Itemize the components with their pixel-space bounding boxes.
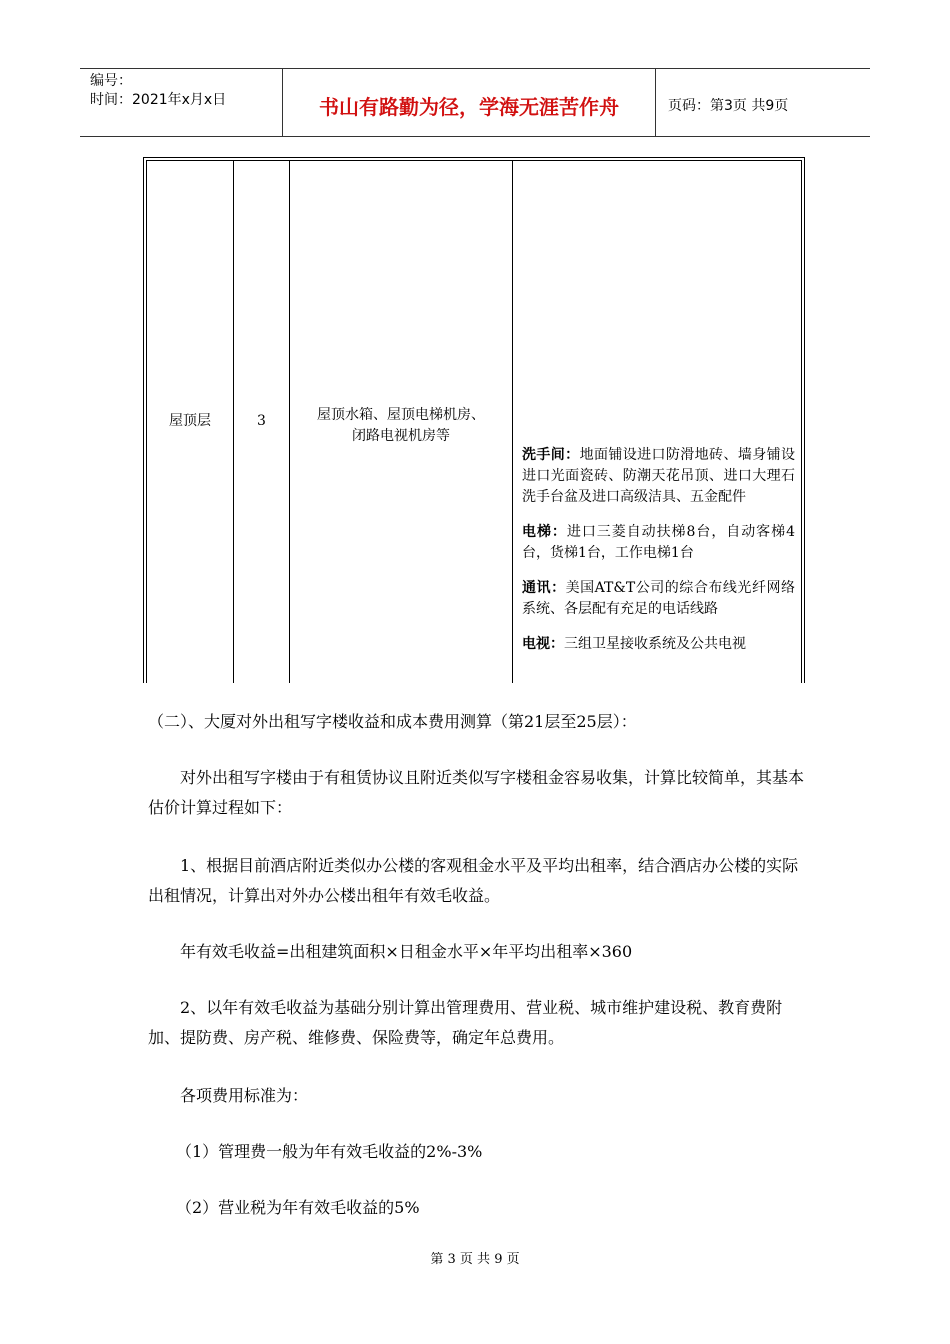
page-footer: 第 3 页 共 9 页 <box>430 1252 520 1267</box>
facility-item <box>522 634 795 655</box>
rooms-line-1: 屋顶水箱、屋顶电梯机房、 <box>317 407 485 423</box>
rooms-line-2: 闭路电视机房等 <box>352 428 450 444</box>
facility-text: 地面铺设进口防滑地砖、墙身铺设进口光面瓷砖、防潮天花吊顶、进口大理石洗手台盆及进口高级洁具、五金配件 <box>522 447 796 505</box>
rooms-text <box>290 405 512 447</box>
paragraph-1: 对外出租写字楼由于有租赁协议且附近类似写字楼租金容易收集，计算比较简单，其基本估价计算过程如下： <box>148 768 805 817</box>
section-heading: （二）、大厦对外出租写字楼收益和成本费用测算（第21层至25层）： <box>148 712 637 731</box>
floor-name: 屋顶层 <box>169 413 211 429</box>
facility-item <box>522 522 795 564</box>
facility-label: 电视： <box>522 636 564 652</box>
rooms-cell <box>290 161 513 683</box>
list-item: （2）营业税为年有效毛收益的5% <box>176 1198 420 1217</box>
facilities-list <box>522 445 795 669</box>
facility-text: 进口三菱自动扶梯8台，自动客梯4台，货梯1台，工作电梯1台 <box>522 524 795 561</box>
table-row <box>146 160 802 683</box>
facility-item <box>522 445 795 508</box>
count-cell <box>234 161 290 683</box>
paragraph-3: 2、以年有效毛收益为基础分别计算出管理费用、营业税、城市维护建设税、教育费附加、提防费、房产税、维修费、保险费等，确定年总费用。 <box>148 998 783 1047</box>
header-meta <box>80 69 283 136</box>
floor-table <box>143 157 805 683</box>
facility-label: 通讯： <box>522 580 566 596</box>
paragraph-2: 1、根据目前酒店附近类似办公楼的客观租金水平及平均出租率，结合酒店办公楼的实际出租情况，计算出对外办公楼出租年有效毛收益。 <box>148 856 799 905</box>
list-item: （1）管理费一般为年有效毛收益的2%-3% <box>176 1142 483 1161</box>
paragraph-4: 各项费用标准为： <box>180 1086 309 1105</box>
floor-count: 3 <box>257 413 266 429</box>
number-label: 编号： <box>90 73 132 89</box>
facility-label: 电梯： <box>522 524 567 540</box>
facilities-cell <box>513 161 801 683</box>
header-motto: 书山有路勤为径，学海无涯苦作舟 <box>283 69 656 136</box>
time-label: 时间：2021年x月x日 <box>90 92 227 108</box>
page-header <box>80 68 870 137</box>
facility-item <box>522 578 795 620</box>
header-page-label: 页码：第3页 共9页 <box>668 97 789 114</box>
facility-text: 三组卫星接收系统及公共电视 <box>564 636 746 652</box>
facility-label: 洗手间： <box>522 447 580 463</box>
floor-cell <box>147 161 234 683</box>
facility-text: 美国AT&T公司的综合布线光纤网络系统、各层配有充足的电话线路 <box>522 580 796 617</box>
formula: 年有效毛收益=出租建筑面积×日租金水平×年平均出租率×360 <box>180 942 633 961</box>
